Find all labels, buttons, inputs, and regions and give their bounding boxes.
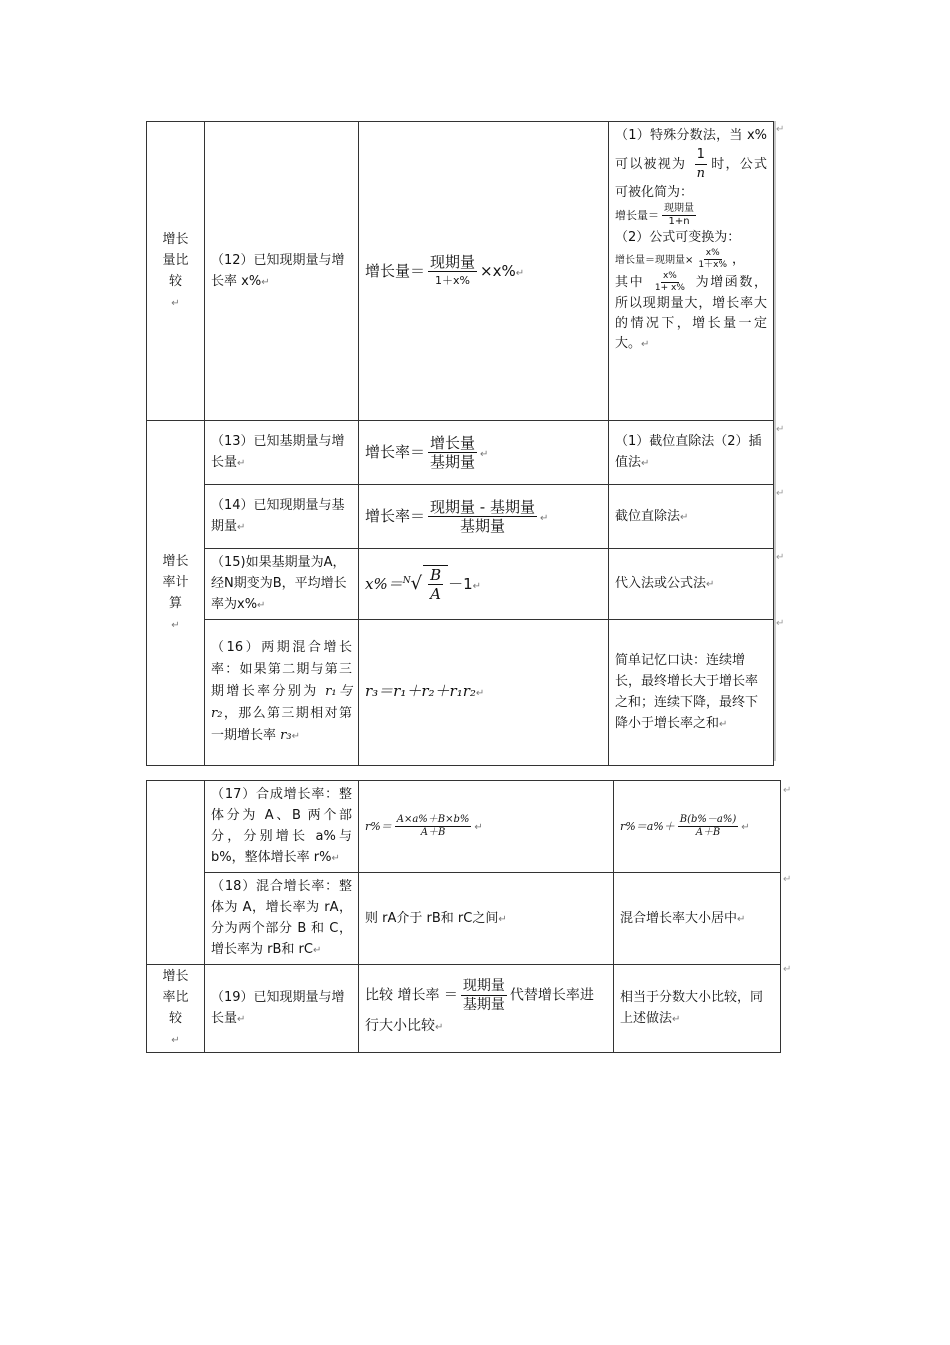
category-label: 增长率计算: [162, 553, 189, 611]
condition-text: （12）已知现期量与增长率 x%: [211, 252, 345, 289]
category-cell: 增长率比较↵: [147, 965, 205, 1053]
condition-cell: （12）已知现期量与增长率 x%↵: [205, 122, 359, 421]
note-cell: 截位直除法↵: [609, 485, 774, 549]
formula-table-1: [146, 121, 774, 766]
table-row: [147, 620, 774, 766]
row-end-mark: ↵: [776, 124, 785, 135]
condition-cell: （15)如果基期量为A，经N期变为B，平均增长率为x%↵: [205, 549, 359, 620]
fraction: $\frac{\text{现期量}}{1+x\%}$: [430, 252, 476, 287]
table-row: [147, 873, 781, 965]
row-end-mark: ↵: [776, 552, 785, 563]
note-cell: 简单记忆口诀：连续增长，最终增长大于增长率之和；连续下降，最终下降小于增长率之和↵: [609, 620, 774, 766]
formula-cell: r₃＝r₁＋r₂＋r₁r₂↵: [359, 620, 609, 766]
table-row: [147, 781, 781, 873]
row-end-mark: ↵: [776, 424, 785, 435]
formula-cell: 增长率＝ $\frac{\text{增长量}}{\text{基期量}}$ ↵: [359, 421, 609, 485]
formula-cell: r%＝ $\frac{A\times a\%+B\times b\%}{A+B}$ ↵: [359, 781, 614, 873]
category-cell-empty: [147, 781, 205, 965]
formula-table-2: [146, 780, 781, 1053]
fraction: $\frac{A\times a\%+B\times b\%}{A+B}$: [396, 814, 470, 838]
category-cell: 增长量比较↵: [147, 122, 205, 421]
formula-cell: 增长率＝ $\frac{\text{现期量 - 基期量}}{\text{基期量}}$ ↵: [359, 485, 609, 549]
note-cell: （1）截位直除法（2）插值法↵: [609, 421, 774, 485]
category-cell: 增长率计算↵: [147, 421, 205, 766]
note-cell: （1）特殊分数法，当 x% 可以被视为 $\frac{1}{n}$ 时，公式可被化简为： 增长量＝ $\frac{\text{现期量}}{1+n}$ （2）公式可变换为： 增长量＝现期量× $\frac{x\%}{1+x\%}$ ， 其中 $\frac{x\%}{1+ x\%}$ 为增函数，所以现期量大，增长率大的情况下，增长量一定大。↵: [609, 122, 774, 421]
condition-cell: （17）合成增长率：整体分为 A、B 两个部分，分别增长 a%与 b%，整体增长率 r%↵: [205, 781, 359, 873]
category-label: 增长率比较: [162, 969, 189, 1026]
fraction: $\frac{x\%}{1+ x\%}$: [654, 271, 685, 293]
condition-cell: （13）已知基期量与增长量↵: [205, 421, 359, 485]
note-cell: 相当于分数大小比较，同上述做法↵: [614, 965, 781, 1053]
fraction-one-over-n: $\frac{1}{n}$: [696, 147, 705, 181]
fraction: $\frac{\text{现期量 - 基期量}}{\text{基期量}}$: [430, 498, 535, 535]
fraction: $\frac{x\%}{1+x\%}$: [698, 248, 727, 270]
fraction: $\frac{\text{增长量}}{\text{基期量}}$: [430, 434, 476, 471]
table-row: [147, 965, 781, 1053]
row-end-mark: ↵: [783, 964, 792, 975]
table-row: [147, 549, 774, 620]
row-end-mark: ↵: [783, 785, 792, 796]
formula-cell: 增长量＝ $\frac{\text{现期量}}{1+x\%}$ ×x%↵: [359, 122, 609, 421]
row-end-mark: ↵: [776, 618, 785, 629]
category-label: 增长量比较: [162, 231, 189, 289]
formula-cell: x%＝$^N$√ $\frac{B}{A}$ －1↵: [359, 549, 609, 620]
fraction: $\frac{\text{现期量}}{1+n}$: [664, 203, 694, 227]
fraction: $\frac{B(b\%-a\%)}{A+B}$: [679, 814, 737, 838]
table-row: [147, 122, 774, 421]
fraction: $\frac{\text{现期量}}{\text{基期量}}$: [462, 978, 505, 1013]
table-row: [147, 421, 774, 485]
formula-cell: 比较 增长率 ＝ $\frac{\text{现期量}}{\text{基期量}}$ 代替增长率进行大小比较↵: [359, 965, 614, 1053]
note-cell: r%＝a%＋ $\frac{B(b\%-a\%)}{A+B}$ ↵: [614, 781, 781, 873]
table-row: [147, 485, 774, 549]
formula-cell: 则 rA介于 rB和 rC之间↵: [359, 873, 614, 965]
condition-cell: （18）混合增长率：整体为 A，增长率为 rA，分为两个部分 B 和 C，增长率为 rB和 rC↵: [205, 873, 359, 965]
fraction: $\frac{B}{A}$: [430, 566, 442, 603]
row-end-mark: ↵: [783, 874, 792, 885]
condition-cell: （19）已知现期量与增长量↵: [205, 965, 359, 1053]
condition-cell: （16）两期混合增长率：如果第二期与第三期增长率分别为 r₁与r₂，那么第三期相对第一期增长率 r₃↵: [205, 620, 359, 766]
note-cell: 代入法或公式法↵: [609, 549, 774, 620]
condition-cell: （14）已知现期量与基期量↵: [205, 485, 359, 549]
row-end-mark: ↵: [776, 488, 785, 499]
note-cell: 混合增长率大小居中↵: [614, 873, 781, 965]
